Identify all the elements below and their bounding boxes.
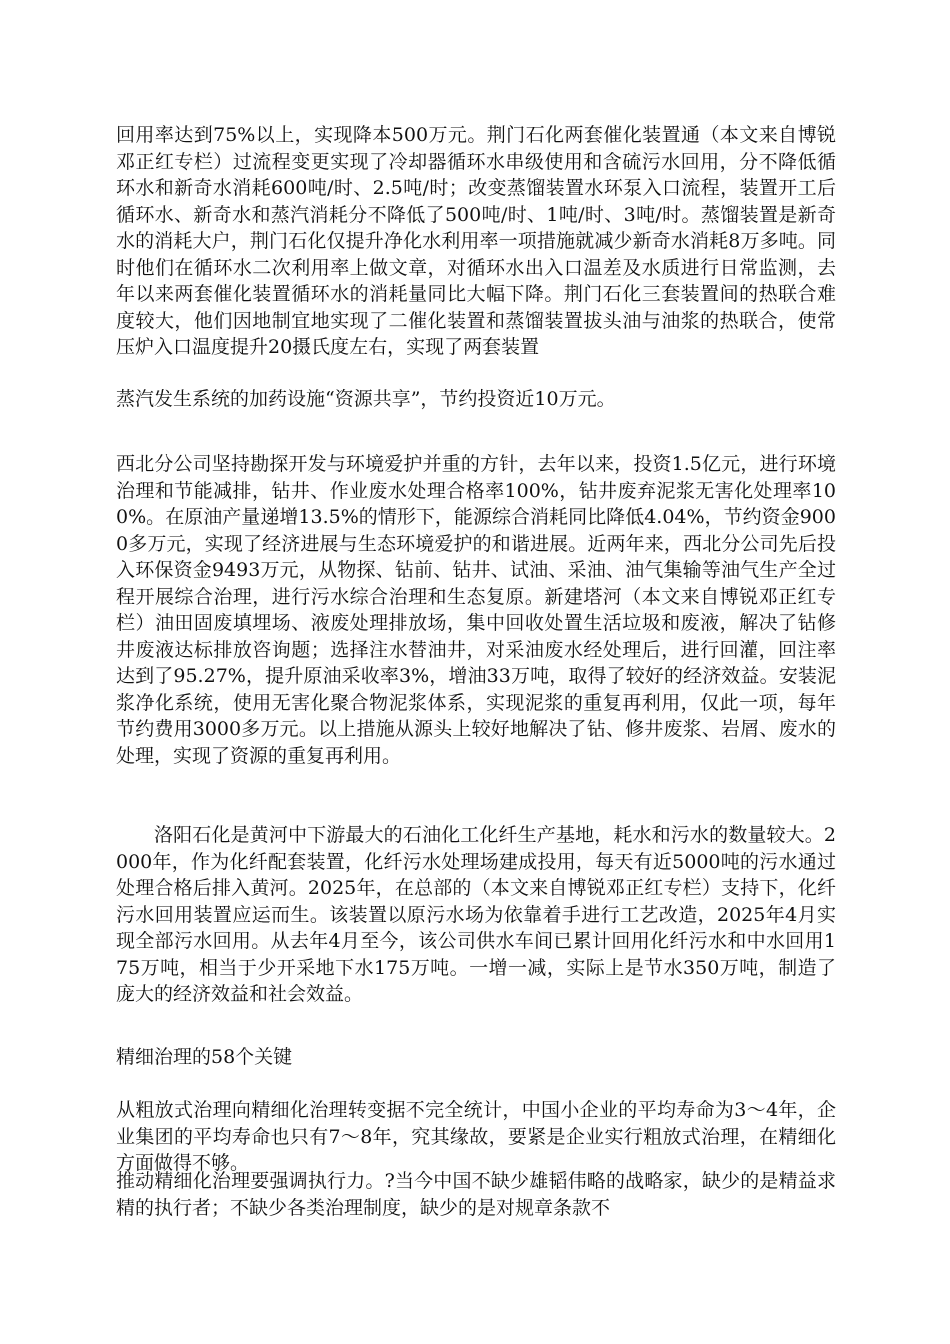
paragraph-luoyang-petrochemical: 洛阳石化是黄河中下游最大的石油化工化纤生产基地，耗水和污水的数量较大。2000年，作为化纤配套装置，化纤污水处理场建成投用，每天有近5000吨的污水通过处理合格后排入黄河。2025年，在总部的（本文来自博锐邓正红专栏）支持下，化纤污水回用装置应运而生。该装置以原污水场为依靠着手进行工艺改造，2025年4月实现全部污水回用。从去年4月至今，该公司供水车间已累计回用化纤污水和中水回用175万吨，相当于少开采地下水175万吨。一增一减，实际上是节水350万吨，制造了庞大的经济效益和社会效益。 [116, 824, 836, 1005]
paragraph-refined-management: 从粗放式治理向精细化治理转变据不完全统计，中国小企业的平均寿命为3～4年，企业集团的平均寿命也只有7～8年，究其缘故，要紧是企业实行粗放式治理，在精细化方面做得不够。 [116, 1099, 836, 1174]
section-heading: 精细治理的58个关键 [116, 1046, 293, 1068]
paragraph-northwest-branch: 西北分公司坚持勘探开发与环境爱护并重的方针，去年以来，投资1.5亿元，进行环境治理和节能减排，钻井、作业废水处理合格率100%，钻井废弃泥浆无害化处理率100%。在原油产量递增13.5%的情形下，能源综合消耗同比降低4.04%，节约资金9000多万元，实现了经济进展与生态环境爱护的和谐进展。近两年来，西北分公司先后投入环保资金9493万元，从物探、钻前、钻井、试油、采油、油气集输等油气生产全过程开展综合治理，进行污水综合治理和生态复原。新建塔河（本文来自博锐邓正红专栏）油田固废填埋场、液废处理排放场，集中回收处置生活垃圾和废液，解决了钻修井废液达标排放咨询题；选择注水替油井，对采油废水经处理后，进行回灌，回注率达到了95.27%，提升原油采收率3%，增油33万吨，取得了较好的经济效益。安装泥浆净化系统，使用无害化聚合物泥浆体系，实现泥浆的重复再利用，仅此一项，每年节约费用3000多万元。以上措施从源头上较好地解决了钻、修井废浆、岩屑、废水的处理，实现了资源的重复再利用。 [116, 453, 836, 767]
paragraph-jingmen-continuation: 蒸汽发生系统的加药设施“资源共享”，节约投资近10万元。 [116, 388, 616, 410]
paragraph-execution: 推动精细化治理要强调执行力。?当今中国不缺少雄韬伟略的战略家，缺少的是精益求精的执行者；不缺少各类治理制度，缺少的是对规章条款不 [116, 1170, 836, 1219]
paragraph-jingmen-petrochemical: 回用率达到75%以上，实现降本500万元。荆门石化两套催化装置通（本文来自博锐邓正红专栏）过流程变更实现了冷却器循环水串级使用和含硫污水回用，分不降低循环水和新奇水消耗600吨/时、2.5吨/时；改变蒸馏装置水环泵入口流程，装置开工后循环水、新奇水和蒸汽消耗分不降低了500吨/时、1吨/时、3吨/时。蒸馏装置是新奇水的消耗大户，荆门石化仅提升净化水利用率一项措施就减少新奇水消耗8万多吨。同时他们在循环水二次利用率上做文章，对循环水出入口温差及水质进行日常监测，去年以来两套催化装置循环水的消耗量同比大幅下降。荆门石化三套装置间的热联合难度较大，他们因地制宜地实现了二催化装置和蒸馏装置拔头油与油浆的热联合，使常压炉入口温度提升20摄氏度左右，实现了两套装置 [116, 124, 836, 358]
